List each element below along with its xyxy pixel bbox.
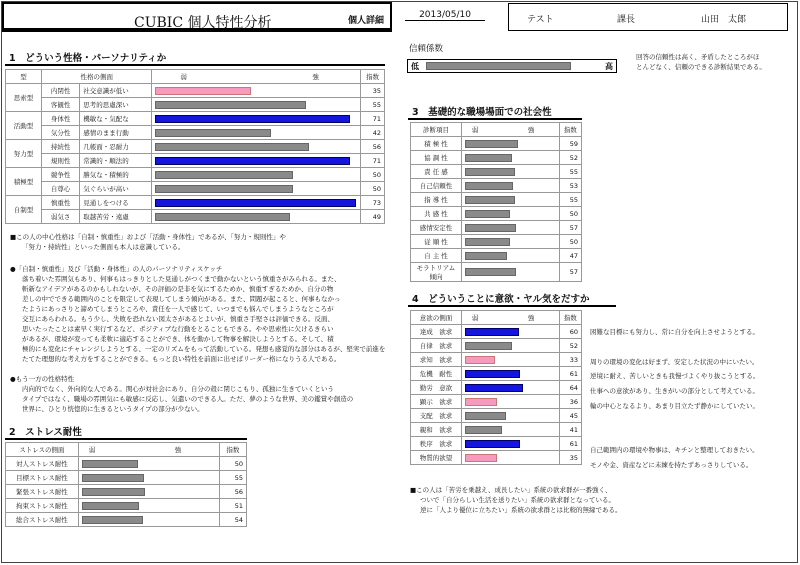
- personality-aspect: 持続性: [42, 140, 80, 154]
- motivation-strong-label: 強: [527, 314, 535, 322]
- stress-bar: [82, 502, 139, 510]
- personality-aspect: 自尊心: [42, 182, 80, 196]
- personality-aspect: 規則性: [42, 154, 80, 168]
- stress-bar-cell: [78, 513, 219, 527]
- social-index: 47: [559, 249, 581, 263]
- personality-note-line: 斬新なアイデアがあるのかもしれないが、その評価の是非を気にするためか、慎重すぎるためか、自分の物: [22, 285, 334, 293]
- personality-index: 56: [360, 140, 384, 154]
- motivation-item: 物質的欲望: [411, 451, 462, 465]
- motivation-row: [411, 437, 582, 451]
- motivation-index: 41: [559, 423, 581, 437]
- social-bar: [465, 224, 516, 232]
- col-stress-aspect: ストレスの側面: [6, 443, 79, 457]
- motivation-index: 64: [559, 381, 581, 395]
- personality-desc: 見通しをつける: [80, 196, 152, 210]
- motivation-item: 求知 欲求: [411, 353, 462, 367]
- motivation-row: [411, 409, 582, 423]
- personality-row: [6, 210, 385, 224]
- personality-desc: 常識的・順法的: [80, 154, 152, 168]
- reliability-high-label: 高: [605, 62, 613, 71]
- stress-index: 54: [219, 513, 246, 527]
- social-bar-cell: [461, 207, 559, 221]
- personality-desc: 几帳面・忍耐力: [80, 140, 152, 154]
- motivation-row: [411, 423, 582, 437]
- motivation-index: 36: [559, 395, 581, 409]
- motivation-row: [411, 367, 582, 381]
- social-bar-cell: [461, 137, 559, 151]
- personality-type: 自制型: [6, 196, 42, 224]
- social-bar: [465, 268, 516, 276]
- motivation-item: 秩序 欲求: [411, 437, 462, 451]
- motivation-bar: [465, 356, 495, 364]
- stress-bar: [82, 516, 143, 524]
- personality-bar: [155, 129, 271, 137]
- social-bar: [465, 210, 510, 218]
- social-index: 55: [559, 165, 581, 179]
- personality-bar: [155, 87, 251, 95]
- col-stress-scale: [78, 443, 219, 457]
- motivation-note-line: ついで「自分らしい生活を送りたい」系統の欲求群となっている。: [420, 496, 615, 504]
- motivation-bar-cell: [461, 339, 559, 353]
- personality-note-line: ■この人の中心性格は「自制・慎重性」および「活動・身体性」であるが、「努力・規則性」や: [10, 233, 286, 241]
- social-row: [411, 249, 582, 263]
- personality-index: 55: [360, 98, 384, 112]
- motivation-bar: [465, 440, 520, 448]
- stress-aspect: 緊張ストレス耐性: [6, 485, 79, 499]
- motivation-bar: [465, 370, 520, 378]
- personality-row: [6, 168, 385, 182]
- personality-bar: [155, 157, 350, 165]
- personality-bar-cell: [152, 140, 361, 154]
- personality-note-line: たようにあっさりと諦めてしまうところや、責任を一人で感じて、いつまでも悩んでしまうようなところが: [22, 305, 334, 313]
- motivation-table: [410, 310, 582, 465]
- motivation-row: [411, 325, 582, 339]
- social-index: 50: [559, 235, 581, 249]
- personality-row: [6, 84, 385, 98]
- personality-bar-cell: [152, 154, 361, 168]
- stress-bar-cell: [78, 485, 219, 499]
- personality-note-line: 内向的でなく、外向的な人である。関心が対社会にあり、自分の殻に閉じこもり、孤独に生きていくという: [22, 385, 334, 393]
- motivation-bar: [465, 426, 502, 434]
- reliability-note-line: 回答の信頼性は高く、矛盾したところがほ: [636, 53, 760, 61]
- social-bar: [465, 196, 515, 204]
- report-title: CUBIC 個人特性分析: [134, 15, 272, 31]
- personality-bar: [155, 143, 309, 151]
- motivation-comment: 逆境に耐え、苦しいときも我慢づよくやり抜こうとする。: [590, 372, 760, 381]
- company-name: テスト: [527, 15, 554, 25]
- motivation-bar: [465, 384, 523, 392]
- social-bar: [465, 252, 507, 260]
- social-item: 感情安定性: [411, 221, 462, 235]
- motivation-bar: [465, 342, 512, 350]
- personality-desc: 思考的思慮深い: [80, 98, 152, 112]
- social-index: 57: [559, 263, 581, 282]
- personality-bar: [155, 213, 290, 221]
- personality-aspect: 客観性: [42, 98, 80, 112]
- social-item: 共 感 性: [411, 207, 462, 221]
- social-strong-label: 強: [527, 126, 535, 134]
- motivation-row: [411, 451, 582, 465]
- personality-bar-cell: [152, 210, 361, 224]
- motivation-comment: 困難な目標にも努力し、常に自分を向上させようとする。: [590, 328, 759, 336]
- social-item: モラトリアム傾向: [411, 263, 462, 282]
- social-row: [411, 207, 582, 221]
- motivation-row: [411, 339, 582, 353]
- personality-note-line: 差しの中でできる範囲内のことを限定して表現してしまう傾向がある。また、問題が起こると、何事もなかっ: [22, 295, 341, 303]
- col-social-item: 診断項目: [411, 123, 462, 137]
- personality-note-line: たてた理想的な考え方をすることができる。もっと良い特性を前面に出せばリーダー格になりうる人である。: [22, 355, 341, 363]
- reliability-heading: 信頼係数: [409, 44, 444, 54]
- personality-desc: 感情のまま行動: [80, 126, 152, 140]
- personality-note-line: タイプではなく、職場の雰囲気にも敏感に反応し、気遣いのできる人。ただ、夢のような世界、美の鑑賞や創造の: [22, 395, 354, 403]
- section1-heading: 1 どういう性格・パーソナリティか: [5, 50, 385, 66]
- social-bar-cell: [461, 151, 559, 165]
- motivation-comment: 自己範囲内の環境や物事は、キチンと整理しておきたい。: [590, 446, 759, 455]
- social-item: 指 導 性: [411, 193, 462, 207]
- social-bar-cell: [461, 263, 559, 282]
- stress-aspect: 目標ストレス耐性: [6, 471, 79, 485]
- personality-bar: [155, 115, 350, 123]
- motivation-bar-cell: [461, 451, 559, 465]
- social-row: [411, 263, 582, 282]
- stress-weak-label: 弱: [88, 446, 96, 454]
- motivation-index: 45: [559, 409, 581, 423]
- motivation-item: 勤労 意欲: [411, 381, 462, 395]
- report-header: [2, 2, 392, 32]
- social-index: 52: [559, 151, 581, 165]
- stress-row: [6, 471, 247, 485]
- social-item: 協 調 性: [411, 151, 462, 165]
- section2-heading: 2 ストレス耐性: [5, 424, 247, 440]
- personality-bar-cell: [152, 126, 361, 140]
- stress-index: 50: [219, 457, 246, 471]
- motivation-comment: 周りの環境の変化は好まず、安定した状況の中にいたい。: [590, 357, 759, 366]
- social-index: 55: [559, 193, 581, 207]
- social-row: [411, 165, 582, 179]
- motivation-index: 35: [559, 451, 581, 465]
- social-bar-cell: [461, 193, 559, 207]
- personality-index: 71: [360, 112, 384, 126]
- reliability-note: [636, 52, 766, 72]
- report-subtitle: 個人詳細: [347, 16, 384, 26]
- motivation-item: 達成 欲求: [411, 325, 462, 339]
- personality-index: 35: [360, 84, 384, 98]
- person-info: [508, 3, 788, 31]
- motivation-bar-cell: [461, 325, 559, 339]
- col-motivation-index: 指数: [559, 311, 581, 325]
- personality-type: 積極型: [6, 168, 42, 196]
- motivation-bar: [465, 328, 519, 336]
- reliability-note-line: とんどなく、信頼のできる診断結果である。: [636, 63, 766, 71]
- motivation-bar-cell: [461, 409, 559, 423]
- personality-row: [6, 154, 385, 168]
- col-motivation-scale: [461, 311, 559, 325]
- personality-note-line: 交互にあらわれる。もう少し、失敗を恐れない図太さがあるとよいが、慎重さ手堅さは評価できる。反面、: [22, 315, 334, 323]
- social-item: 責 任 感: [411, 165, 462, 179]
- social-weak-label: 弱: [471, 126, 479, 134]
- social-row: [411, 235, 582, 249]
- motivation-index: 61: [559, 437, 581, 451]
- col-type: 型: [6, 70, 42, 84]
- stress-row: [6, 485, 247, 499]
- social-bar-cell: [461, 221, 559, 235]
- social-row: [411, 221, 582, 235]
- personality-bar: [155, 185, 293, 193]
- motivation-row: [411, 381, 582, 395]
- personality-aspect: 気分性: [42, 126, 80, 140]
- personality-bar-cell: [152, 182, 361, 196]
- personality-note-line: 落ち着いた雰囲気もあり、何事もはっきりとした見通しがつくまで動かないという慎重さがみられる。また、: [22, 275, 341, 283]
- stress-index: 56: [219, 485, 246, 499]
- report-date: 2013/05/10: [405, 10, 485, 21]
- stress-bar-cell: [78, 471, 219, 485]
- stress-row: [6, 513, 247, 527]
- scale-strong-label: 強: [312, 73, 319, 81]
- personality-bar-cell: [152, 112, 361, 126]
- col-stress-index: 指数: [219, 443, 246, 457]
- social-row: [411, 151, 582, 165]
- personality-bar-cell: [152, 168, 361, 182]
- motivation-bar: [465, 412, 506, 420]
- social-bar-cell: [461, 179, 559, 193]
- col-social-scale: [461, 123, 559, 137]
- stress-aspect: 対人ストレス耐性: [6, 457, 79, 471]
- personality-desc: 社交意識が低い: [80, 84, 152, 98]
- social-index: 53: [559, 179, 581, 193]
- motivation-row: [411, 395, 582, 409]
- personality-bar: [155, 101, 306, 109]
- stress-aspect: 総合ストレス耐性: [6, 513, 79, 527]
- personality-type: 努力型: [6, 140, 42, 168]
- personality-note-line: ●もう一方の性格特性: [10, 375, 75, 383]
- motivation-index: 61: [559, 367, 581, 381]
- social-item: 自己信頼性: [411, 179, 462, 193]
- col-scale: [152, 70, 361, 84]
- social-row: [411, 193, 582, 207]
- personality-note-line: があるが、環境が変っても柔軟に適応することができ、体を動かして物事を解決しようとする。そして、積: [22, 335, 334, 343]
- social-bar-cell: [461, 249, 559, 263]
- personality-index: 50: [360, 168, 384, 182]
- social-row: [411, 137, 582, 151]
- reliability-bar-box: [407, 59, 617, 73]
- personality-index: 50: [360, 182, 384, 196]
- personality-aspect: 慎重性: [42, 196, 80, 210]
- personality-type: 思索型: [6, 84, 42, 112]
- personality-bar-cell: [152, 84, 361, 98]
- personality-index: 73: [360, 196, 384, 210]
- personality-row: [6, 98, 385, 112]
- personality-desc: 機敏な・気配な: [80, 112, 152, 126]
- stress-row: [6, 457, 247, 471]
- personality-aspect: 競争性: [42, 168, 80, 182]
- motivation-bar-cell: [461, 353, 559, 367]
- personality-desc: 勝気な・積極的: [80, 168, 152, 182]
- motivation-index: 60: [559, 325, 581, 339]
- personality-note-line: 世界に、ひとり恍惚的に生きるというタイプの部分が少ない。: [22, 405, 204, 413]
- motivation-note-line: 逆に「人より優位に立ちたい」系統の欲求群とは比較的無縁である。: [420, 506, 622, 514]
- motivation-item: 自律 欲求: [411, 339, 462, 353]
- personality-type: 活動型: [6, 112, 42, 140]
- stress-index: 51: [219, 499, 246, 513]
- personality-desc: 気ぐらいが高い: [80, 182, 152, 196]
- personality-index: 71: [360, 154, 384, 168]
- col-motivation-item: 意欲の側面: [411, 311, 462, 325]
- position-title: 課長: [617, 15, 636, 25]
- stress-bar: [82, 488, 145, 496]
- motivation-comment: 輪の中心となるより、あまり目立たず静かにしていたい。: [590, 402, 759, 410]
- personality-row: [6, 140, 385, 154]
- motivation-bar-cell: [461, 367, 559, 381]
- personality-index: 49: [360, 210, 384, 224]
- stress-bar: [82, 460, 138, 468]
- motivation-item: 顕示 欲求: [411, 395, 462, 409]
- social-bar-cell: [461, 235, 559, 249]
- motivation-comment: 仕事への意欲があり、生きがいの部分として考えている。: [590, 387, 759, 396]
- motivation-item: 支配 欲求: [411, 409, 462, 423]
- personality-bar-cell: [152, 98, 361, 112]
- stress-aspect: 拘束ストレス耐性: [6, 499, 79, 513]
- personality-bar: [155, 199, 356, 207]
- stress-row: [6, 499, 247, 513]
- personality-index: 42: [360, 126, 384, 140]
- personality-row: [6, 196, 385, 210]
- scale-weak-label: 弱: [180, 73, 187, 81]
- personality-row: [6, 182, 385, 196]
- motivation-bar-cell: [461, 381, 559, 395]
- social-bar: [465, 154, 512, 162]
- personality-table: [5, 69, 385, 224]
- social-table: [410, 122, 582, 282]
- motivation-bar-cell: [461, 395, 559, 409]
- stress-bar-cell: [78, 457, 219, 471]
- motivation-bar-cell: [461, 437, 559, 451]
- personality-note-line: 「努力・持続性」といった側面も本人は意識している。: [22, 243, 185, 251]
- social-bar: [465, 182, 513, 190]
- person-name: 山田 太郎: [701, 15, 747, 25]
- social-item: 従 順 性: [411, 235, 462, 249]
- social-index: 50: [559, 207, 581, 221]
- personality-note-line: 思いたったことは素早く実行するなど、ポジティブな行動をとることもできる。やや思索性に欠けるきらい: [22, 325, 334, 333]
- stress-index: 55: [219, 471, 246, 485]
- personality-aspect: 内閉性: [42, 84, 80, 98]
- reliability-bar: [426, 62, 571, 70]
- motivation-comment: モノや金、資産などに未練を持たずあっさりしている。: [590, 461, 753, 470]
- section3-heading: 3 基礎的な職場場面での社会性: [408, 104, 582, 120]
- motivation-bar: [465, 454, 497, 462]
- motivation-row: [411, 353, 582, 367]
- motivation-weak-label: 弱: [471, 314, 479, 322]
- social-index: 59: [559, 137, 581, 151]
- social-bar-cell: [461, 165, 559, 179]
- social-item: 自 主 性: [411, 249, 462, 263]
- social-bar: [465, 140, 518, 148]
- motivation-bar-cell: [461, 423, 559, 437]
- col-social-index: 指数: [559, 123, 581, 137]
- motivation-note-line: ■この人は「苦労を乗越え、成長したい」系統の欲求群が一番強く、: [410, 486, 612, 494]
- motivation-item: 親和 欲求: [411, 423, 462, 437]
- social-bar: [465, 168, 515, 176]
- stress-bar-cell: [78, 499, 219, 513]
- personality-bar: [155, 171, 293, 179]
- personality-desc: 取越苦労・遠慮: [80, 210, 152, 224]
- personality-row: [6, 126, 385, 140]
- personality-bar-cell: [152, 196, 361, 210]
- personality-aspect: 弱気さ: [42, 210, 80, 224]
- reliability-low-label: 低: [411, 62, 419, 71]
- stress-bar: [82, 474, 144, 482]
- personality-note-line: ●「自制・慎重性」及び「活動・身体性」の人のパーソナリティスケッチ: [10, 265, 223, 273]
- stress-strong-label: 強: [174, 446, 182, 454]
- motivation-bar: [465, 398, 497, 406]
- personality-row: [6, 112, 385, 126]
- social-row: [411, 179, 582, 193]
- stress-table: [5, 442, 247, 527]
- personality-aspect: 身体性: [42, 112, 80, 126]
- motivation-item: 危機 耐性: [411, 367, 462, 381]
- motivation-index: 52: [559, 339, 581, 353]
- personality-note-line: 極的にも変化にチャレンジしようとする、一定のリズムをもって活動している。発想も感覚的な部分はあるが、堅実で前進を: [22, 345, 386, 353]
- col-aspect: 性格の側面: [42, 70, 152, 84]
- social-bar: [465, 238, 510, 246]
- social-index: 57: [559, 221, 581, 235]
- social-item: 積 極 性: [411, 137, 462, 151]
- motivation-index: 33: [559, 353, 581, 367]
- section4-heading: 4 どういうことに意欲・ヤル気をだすか: [408, 291, 616, 307]
- col-index: 指数: [360, 70, 384, 84]
